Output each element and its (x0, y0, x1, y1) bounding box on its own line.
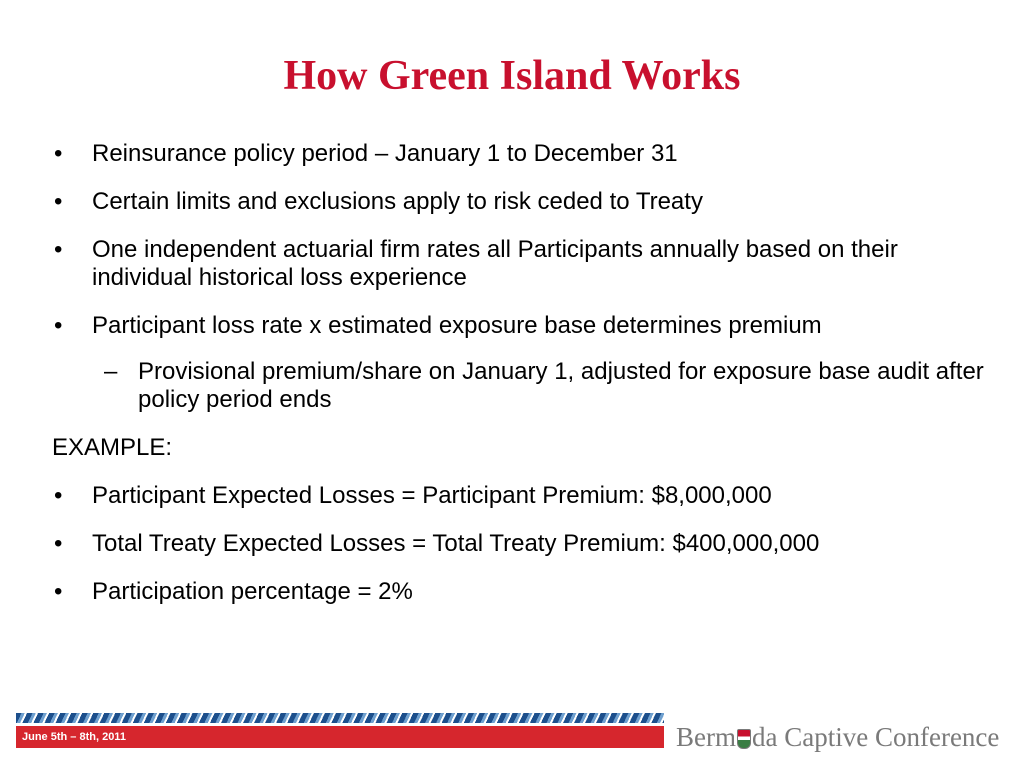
sub-marker: – (104, 358, 118, 385)
bullet-item-policy-period (52, 140, 992, 168)
bullet-marker: • (54, 140, 63, 167)
conference-logo (676, 720, 999, 754)
footer-date: June 5th – 8th, 2011 (22, 731, 126, 743)
footer-stripe (16, 713, 664, 723)
bullet-marker: • (54, 578, 63, 605)
bullet-text: Reinsurance policy period – January 1 to December 31 (92, 140, 678, 167)
bullet-item-loss-rate (52, 312, 992, 340)
bullet-item-actuarial (52, 236, 992, 292)
bullet-text: Certain limits and exclusions apply to risk ceded to Treaty (92, 188, 703, 215)
bullet-text: Participant Expected Losses = Participant Premium: $8,000,000 (92, 482, 772, 509)
example-item-treaty (52, 530, 992, 558)
bullet-text: Total Treaty Expected Losses = Total Treaty Premium: $400,000,000 (92, 530, 820, 557)
bullet-marker: • (54, 188, 63, 215)
bullet-marker: • (54, 312, 63, 339)
bullet-text: Participation percentage = 2% (92, 578, 413, 605)
slide-title: How Green Island Works (283, 53, 741, 99)
bullet-item-limits (52, 188, 992, 216)
conference-logo-text-end: da Captive Conference (752, 722, 1000, 752)
sub-text: Provisional premium/share on January 1, adjusted for exposure base audit after policy period ends (138, 358, 984, 413)
bullet-marker: • (54, 236, 63, 263)
example-item-participant (52, 482, 992, 510)
bullet-text: One independent actuarial firm rates all Participants annually based on their individual historical loss experience (92, 236, 898, 291)
example-label: EXAMPLE: (52, 434, 173, 461)
bermuda-crest-icon (737, 729, 751, 749)
bullet-list (52, 140, 992, 626)
example-item-percentage (52, 578, 992, 606)
bullet-marker: • (54, 482, 63, 509)
conference-logo-text-start: Berm (676, 722, 736, 752)
sub-item-provisional (52, 358, 992, 414)
bullet-marker: • (54, 530, 63, 557)
bullet-text: Participant loss rate x estimated exposure base determines premium (92, 312, 822, 339)
